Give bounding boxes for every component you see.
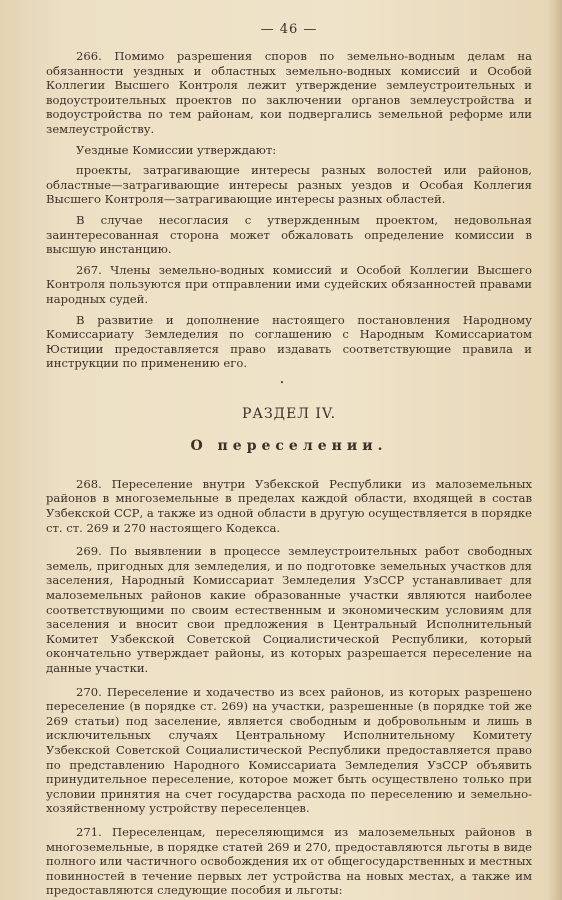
bullet-mark: • — [279, 378, 285, 387]
paragraph-266: 266. Помимо разрешения споров по земельно-водным делам на обязанности уездных и областных земельно-водных комиссий и Особой Коллегии Высшего Контроля лежит утверждение землеустроительных и водоустроительных проектов по заключении органов землеустройства и водоустройства по тем районам, кои подвергались земельной реформе или землеустройству. — [46, 49, 532, 136]
paragraph-disagreement: В случае несогласия с утвержденным проектом, недовольная заинтересованная сторона может обжаловать определение комиссии в высшую инстанцию. — [46, 212, 532, 257]
paragraph-270: 270. Переселение и ходачество из всех районов, из которых разрешено переселение (в порядке ст. 269) на участки, разрешенные (в порядке той же 269 статьи) под заселение, является свободным и добровольным и лишь в исключительных случаях Центральному Исполнительному Комитету Узбекской Советской Социалистической Республики предоставляется право по представлению Народного Комиссариата Земледелия УзССР объявить принудительное переселение, которое может быть осуществлено только при условии принятия на счет государства расхода по переселению и земельно-хозяйственному устройству переселенцев. — [46, 684, 532, 816]
section-title: РАЗДЕЛ IV. — [241, 405, 337, 422]
paragraph-projects: проекты, затрагивающие интересы разных волостей или районов, областные—затрагивающие интересы разных уездов и Особая Коллегия Высшего Контроля—затрагивающие интересы разных областей. — [46, 163, 532, 207]
paragraph-268: 268. Переселение внутри Узбекской Республики из малоземельных районов в многоземельные в пределах каждой области, входящей в состав Узбекской ССР, а также из одной области в другую осуществляется в порядке ст. ст. 269 и 270 настоящего Кодекса. — [46, 476, 532, 535]
paragraph-269: 269. По выявлении в процессе землеустроительных работ свободных земель, пригодных для земледелия, и по подготовке земельных участков для заселения, Народный Комиссариат Земледелия УзССР устанавливает для малоземельных районов какие образованные участки являются наиболее соответствующими по своим естественным и экономическим условиям для заселения и вносит свои предложения в Центральный Исполнительный Комитет Узбекской Советской Социалистической Республики, который окончательно утверждает районы, из которых разрешается переселение на данные участки. — [46, 544, 532, 675]
section-subtitle: О переселении. — [190, 437, 388, 454]
page-number: — 46 — — [260, 22, 318, 37]
paragraph-uezd-commissions-approve: Уездные Комиссии утверждают: — [76, 142, 277, 157]
paragraph-271: 271. Переселенцам, переселяющимся из малоземельных районов в многоземельные, в порядке статей 269 и 270, предоставляются льготы в виде полного или частичного освобождения их от общегосударственных и местных повинностей в течение первых лет устройства на новых местах, а также им предоставляются следующие пособия и льготы: — [46, 824, 532, 898]
page-edge-shadow — [548, 0, 562, 900]
paragraph-267: 267. Члены земельно-водных комиссий и Особой Коллегии Высшего Контроля пользуются при отправлении ими судейских обязанностей правами народных судей. — [46, 262, 532, 306]
paragraph-development: В развитие и дополнение настоящего постановления Народному Комиссариату Земледелия по соглашению с Народным Комиссариатом Юстиции предоставляется право издавать соответствующие правила и инструкции по применению его. — [46, 312, 532, 371]
